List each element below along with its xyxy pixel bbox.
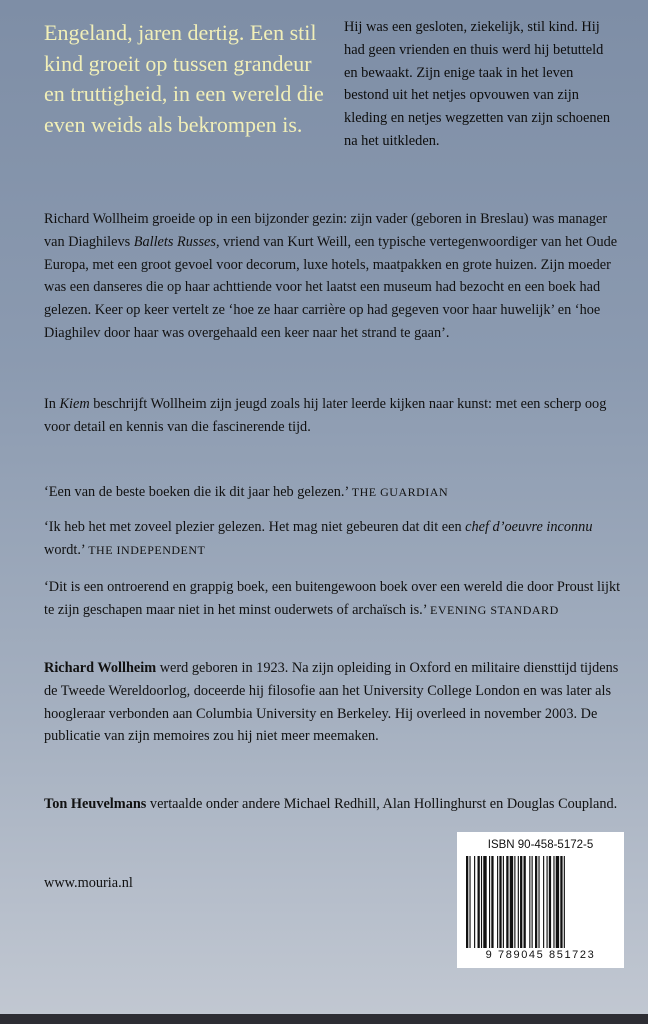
barcode-bar xyxy=(474,856,475,948)
barcode-bar xyxy=(503,856,504,948)
quote-text: ‘Ik heb het met zoveel plezier gelezen. Het mag niet gebeuren dat dit een xyxy=(44,519,466,535)
quote-source: EVENING STANDARD xyxy=(430,602,559,617)
barcode-bar xyxy=(481,856,482,948)
barcode-bar xyxy=(532,856,533,948)
author-bio xyxy=(44,657,624,748)
barcode-bar xyxy=(556,856,559,948)
quote-text: ‘Een van de beste boeken die ik dit jaar heb gelezen.’ xyxy=(44,484,349,500)
translator-name: Ton Heuvelmans xyxy=(44,796,147,812)
barcode-bar xyxy=(538,856,539,948)
barcode-bar xyxy=(506,856,508,948)
barcode-bar xyxy=(466,856,468,948)
barcode-bar xyxy=(524,856,526,948)
translator-note xyxy=(44,793,624,816)
barcode-bar xyxy=(510,856,513,948)
review-quote-independent xyxy=(44,516,624,562)
barcode-bar xyxy=(560,856,562,948)
ballets-russes-title: Ballets Russes xyxy=(133,233,216,250)
quote-text-end: wordt.’ xyxy=(44,541,85,558)
barcode-bar xyxy=(553,856,554,948)
author-text: werd geboren in 1923. Na zijn opleiding in Oxford en militaire diensttijd tijdens de Tweede Wereldoorlog, doceerde hij filosofie aan het University College London en was later als hoogleraar verbonden aan Columbia University en Berkeley. Hij overleed in november 2003. De publicatie van zijn memoires zou hij niet meer meemaken. xyxy=(44,660,619,745)
quote-text: ‘Dit is een ontroerend en grappig boek, een buitengewoon boek over een wereld die door Proust lijkt te zijn geschapen maar niet in het minst ouderwets of archaïsch is.’ xyxy=(44,579,621,618)
kiem-title: Kiem xyxy=(59,396,90,412)
tagline: Engeland, jaren dertig. Een stil kind groeit op tussen grandeur en truttigheid, in een wereld die even weids als bekrompen is. xyxy=(44,20,324,137)
quote-source: THE INDEPENDENT xyxy=(88,542,206,557)
intro-paragraph: Hij was een gesloten, ziekelijk, stil kind. Hij had geen vrienden en thuis werd hij betutteld en bewaakt. Zijn enige taak in het leven bestond uit het netjes opvouwen van zijn kleding en netjes wegzetten van zijn schoenen na het uitkleden. xyxy=(344,19,611,149)
barcode-bar xyxy=(469,856,470,948)
bottom-edge xyxy=(0,1014,648,1024)
review-quote-guardian xyxy=(44,481,624,504)
barcode-bar xyxy=(543,856,544,948)
bio-paragraph xyxy=(44,208,624,345)
barcode-bar xyxy=(564,856,565,948)
barcode-bar xyxy=(514,856,515,948)
barcode-bar xyxy=(549,856,551,948)
translator-text: vertaalde onder andere Michael Redhill, Alan Hollinghurst en Douglas Coupland. xyxy=(146,796,618,812)
barcode-bar xyxy=(489,856,490,948)
kiem-text-2: beschrijft Wollheim zijn jeugd zoals hij later leerde kijken naar kunst: met een scherp oog voor detail en kennis van die fascinerende tijd. xyxy=(44,396,607,435)
barcode-bar xyxy=(518,856,519,948)
barcode-bar xyxy=(499,856,501,948)
kiem-paragraph xyxy=(44,393,624,439)
barcode-bars xyxy=(466,856,616,948)
barcode-bar xyxy=(483,856,486,948)
quote-source: THE GUARDIAN xyxy=(351,485,449,499)
review-quote-evening-standard xyxy=(44,576,624,622)
isbn-barcode-box xyxy=(457,832,624,968)
ean-number: 9 789045 851723 xyxy=(485,949,596,961)
author-name: Richard Wollheim xyxy=(44,660,157,676)
barcode-bar xyxy=(547,856,548,948)
barcode-bar xyxy=(497,856,498,948)
barcode-bar xyxy=(535,856,537,948)
barcode-bar xyxy=(478,856,480,948)
barcode-bar xyxy=(529,856,530,948)
barcode-bar xyxy=(491,856,493,948)
bio-text-1: Richard Wollheim groeide op in een bijzonder gezin: zijn vader (geboren in Breslau) was manager van Diaghilevs xyxy=(44,211,608,250)
quote-italic: chef d’oeuvre inconnu xyxy=(465,519,593,535)
bio-text-2: , vriend van Kurt Weill, een typische vertegenwoordiger van het Oude Europa, met een groot gevoel voor decorum, luxe hotels, maatpakken en grote huizen. Zijn moeder was een danseres die op haar achttiende voor het laatst een museum had bezocht en een boek had gelezen. Keer op keer vertelt ze ‘hoe ze haar carrière op had gegeven voor haar huwelijk’ en ‘hoe Diaghilev door haar was overgehaald een keer naar het strand te gaan’. xyxy=(44,233,618,341)
publisher-website[interactable]: www.mouria.nl xyxy=(44,875,133,891)
barcode-bar xyxy=(520,856,522,948)
kiem-text-1: In xyxy=(44,396,60,412)
isbn-number: ISBN 90-458-5172-5 xyxy=(487,839,594,851)
